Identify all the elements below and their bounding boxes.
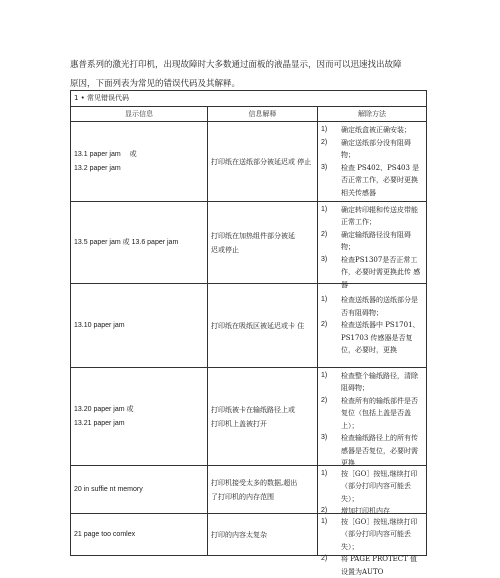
column-header-solution: 解除方法 [318,106,427,122]
table-caption: 1 • 常见错误代码 [71,91,427,107]
solution-step-number: 3) [321,255,328,263]
solution-step [321,254,423,292]
solution-step [321,137,423,162]
display-message-text: 13.2 paper jam [74,164,121,172]
display-message-text: 13.20 paper jam 或 [74,405,134,413]
solution-step [321,516,423,554]
table-header-row [71,106,427,122]
intro-paragraph [70,56,430,94]
solution-step [321,319,423,357]
solution-step-text: 按［GO］按钮,继续打印（部分打印内容可能丢失）； [341,517,418,551]
message-explanation-cell [208,466,318,514]
solution-step [321,432,423,470]
solution-step-text: 按［GO］按钮,继续打印（部分打印内容可能丢失）； [341,469,418,503]
message-explanation-text: 打印纸在吸纸区被延迟或卡 住 [211,321,305,330]
message-explanation-text: 了打印机的内存范围 [211,492,274,501]
display-message-text: 13.21 paper jam [74,419,125,427]
table-row [71,284,427,368]
solution-step-number: 1) [321,371,328,379]
display-message-cell [71,202,208,284]
error-code-table [70,90,427,576]
solution-step-number: 2) [321,507,328,514]
table-row [71,466,427,514]
message-explanation-text: 打印机上盖被打开 [211,419,267,428]
display-message-cell [71,514,208,556]
solution-step-number: 2) [321,138,328,146]
intro-line-1: 惠普系列的激光打印机，出现故障时大多数通过面板的液晶显示，因而可以迅速找出故障 [70,60,402,70]
solution-step-text: 检查输纸路径上的所有传感器是否复位，必要时需更换 [341,434,418,467]
table-row [71,122,427,202]
solution-step-number: 1) [321,469,328,477]
message-explanation-text: 迟或停止 [211,245,239,254]
solution-step-text: 增加打印机内存 [341,507,390,515]
display-message-cell [71,368,208,466]
display-message-text: 13.1 paper jam 或 [74,150,137,158]
display-message-text: 20 in suffie nt memory [74,485,143,493]
solution-step-number: 2) [321,230,328,238]
table-row [71,368,427,466]
intro-line-2: 原因，下面列表为常见的错误代码及其解释。 [70,79,241,89]
solution-step [321,294,423,319]
message-explanation-cell [208,284,318,368]
solution-step-text: 确定转印辊和传送皮带能正常工作； [341,205,418,226]
display-message-text: 21 page too comlex [74,530,136,538]
solution-step-number: 2) [321,321,328,329]
display-message-text: 13.10 paper jam [74,321,125,329]
solution-step-text: 确定送纸部分没有阻碍物； [341,138,411,159]
column-header-display: 显示信息 [71,106,208,122]
solution-step [321,229,423,254]
solution-step [321,370,423,395]
solution-cell [318,122,427,202]
solution-step-text: 检查送纸器中 PS1701、PS1703 传感器是否复位，必要时，更换 [341,321,420,355]
display-message-cell [71,284,208,368]
solution-step-number: 1) [321,517,328,525]
message-explanation-text: 打印纸在加热组件部分被延 [211,231,295,240]
table-row [71,514,427,556]
solution-cell [318,202,427,289]
display-message-text: 13.5 paper jam 或 13.6 paper jam [74,238,179,246]
solution-step-text: 检查整个输纸路径，清除阻碍物； [341,371,418,392]
solution-step-number: 2) [321,396,328,404]
message-explanation-cell [208,368,318,466]
message-explanation-text: 打印机接受太多的数据,超出 [211,478,298,487]
message-explanation-cell [208,122,318,202]
message-explanation-text: 打印纸在送纸部分被延迟或 停止 [211,157,312,166]
solution-step-number: 3) [321,163,328,171]
solution-step-text: 检查 PS402、PS403 是否正常工作，必要时更换相关传感器 [341,163,420,197]
solution-step-number: 1) [321,205,328,213]
display-message-cell [71,466,208,514]
solution-cell [318,284,427,368]
solution-step-text: 将 PAGE PROTECT 值设置为AUTO [341,555,418,576]
solution-step-text: 确定纸盒被正确安装； [341,126,411,134]
message-explanation-text: 打印纸被卡在输纸路径上或 [211,405,295,414]
table-row [71,202,427,284]
solution-step-number: 1) [321,126,328,133]
solution-step-text: 确定输纸路径没有阻碍物； [341,230,411,251]
solution-step-text: 检查PS1307是否正常工作，必要时需更换此传 感器 [341,255,421,289]
solution-step-number: 3) [321,434,328,441]
solution-step-text: 检查送纸器的送纸部分是否有阻碍物； [341,296,418,317]
table-body [71,122,427,576]
solution-step [321,162,423,200]
display-message-cell [71,122,208,202]
solution-step [321,468,423,506]
solution-cell [318,368,427,466]
solution-step-number: 1) [321,296,328,304]
solution-step [321,395,423,433]
solution-cell [318,514,427,576]
solution-step [321,553,423,578]
solution-step-text: 检查所有的输纸部件是否复位（包括上盖是否盖上）； [341,396,418,430]
solution-cell [318,466,427,514]
message-explanation-text: 打印的内容太复杂 [211,530,267,539]
solution-step [321,124,423,137]
message-explanation-cell [208,514,318,556]
message-explanation-cell [208,202,318,284]
solution-step [321,204,423,229]
solution-step-number: 2) [321,555,328,562]
column-header-meaning: 信息解释 [208,106,318,122]
